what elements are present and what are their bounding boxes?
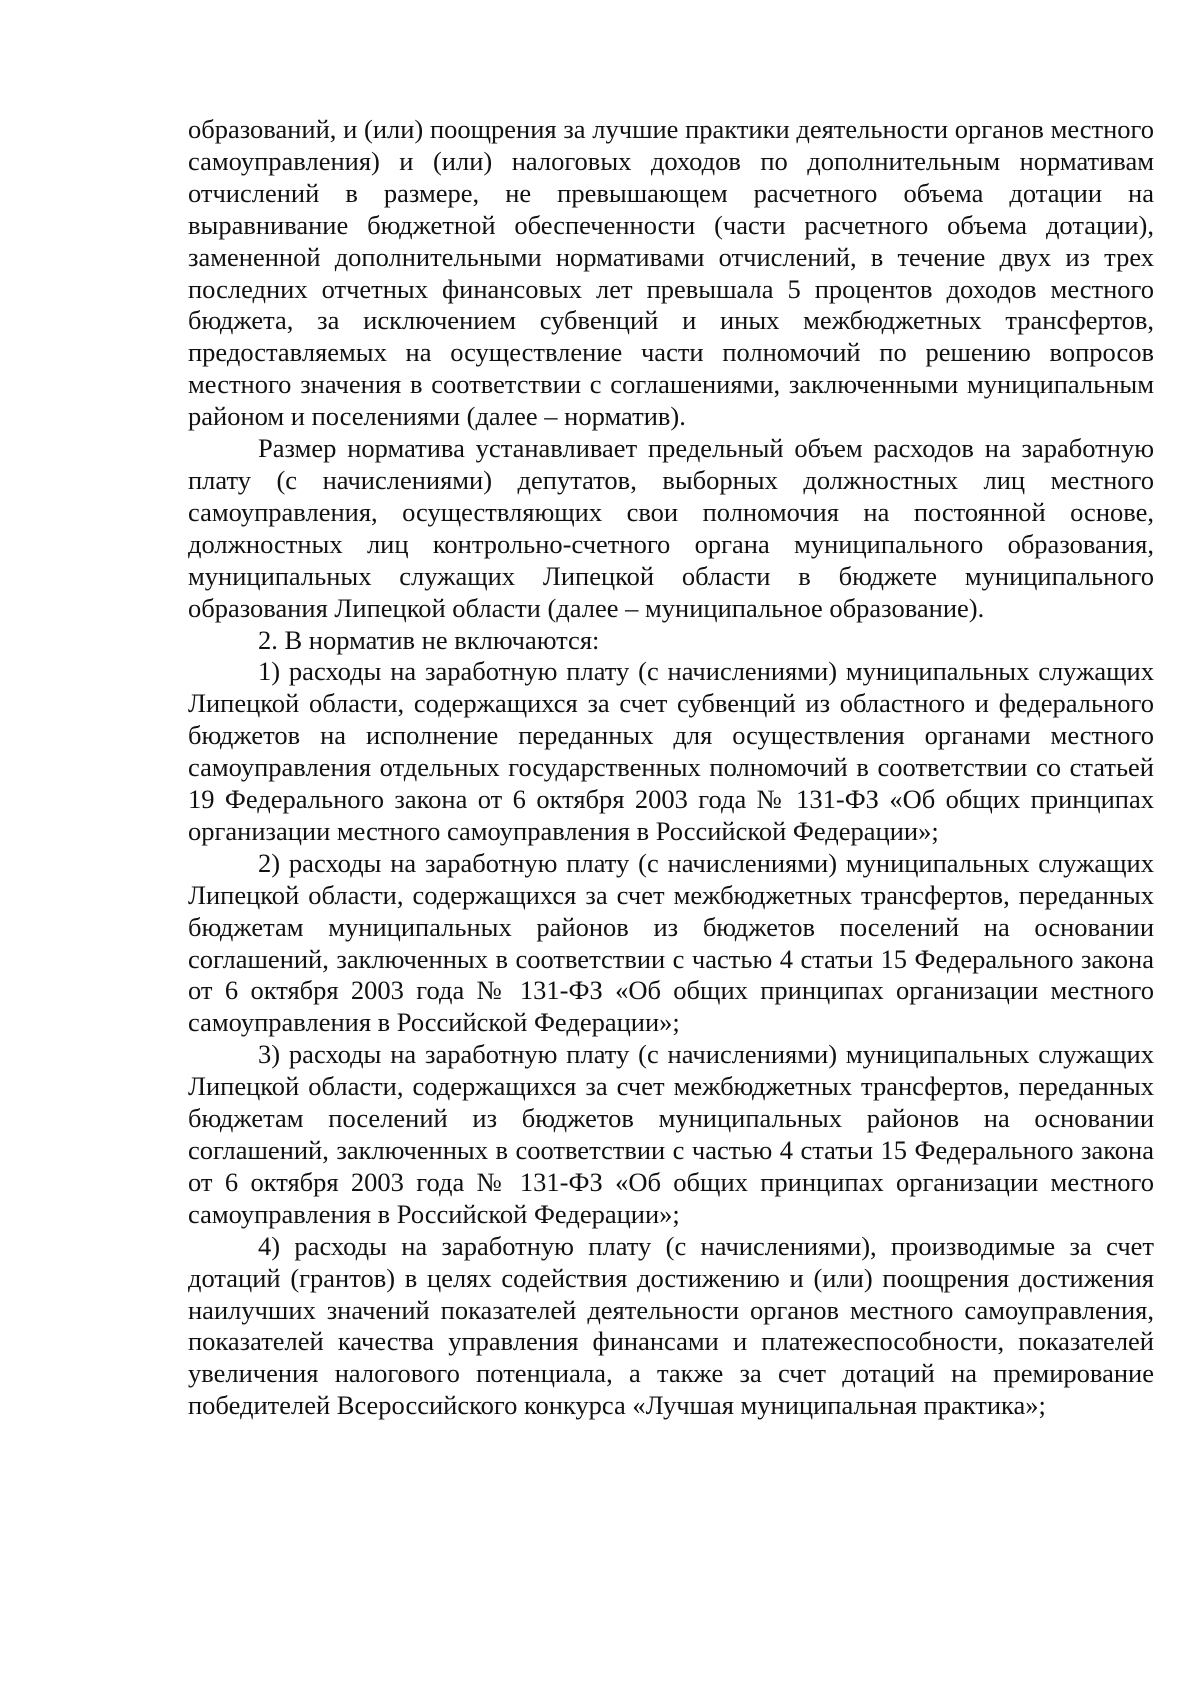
list-item-4: 4) расходы на заработную плату (с начислениями), производимые за счет дотаций (грантов) в целях содействия достижению и (или) поощрения достижения наилучших значений показателей деятельности органов местного самоуправления, показателей качества управления финансами и платежеспособности, показателей увеличения налогового потенциала, а также за счет дотаций на премирование победителей Всероссийского конкурса «Лучшая муниципальная практика»; [188,1230,1154,1421]
list-item-1: 1) расходы на заработную плату (с начислениями) муниципальных служащих Липецкой области, содержащихся за счет субвенций из областного и федерального бюджетов на исполнение переданных для осуществления органами местного самоуправления отдельных государственных полномочий в соответствии со статьей 19 Федерального закона от 6 октября 2003 года № 131-ФЗ «Об общих принципах организации местного самоуправления в Российской Федерации»; [188,656,1154,846]
list-item-2: 2) расходы на заработную плату (с начислениями) муниципальных служащих Липецкой области, содержащихся за счет межбюджетных трансфертов, переданных бюджетам муниципальных районов из бюджетов поселений на основании соглашений, заключенных в соответствии с частью 4 статьи 15 Федерального закона от 6 октября 2003 года № 131-ФЗ «Об общих принципах организации местного самоуправления в Российской Федерации»; [188,847,1154,1038]
list-item-3: 3) расходы на заработную плату (с начислениями) муниципальных служащих Липецкой области, содержащихся за счет межбюджетных трансфертов, переданных бюджетам поселений из бюджетов муниципальных районов на основании соглашений, заключенных в соответствии с частью 4 статьи 15 Федерального закона от 6 октября 2003 года № 131-ФЗ «Об общих принципах организации местного самоуправления в Российской Федерации»; [188,1039,1154,1229]
document-page [188,114,1154,1422]
paragraph-continuation: образований, и (или) поощрения за лучшие практики деятельности органов местного самоуправления) и (или) налоговых доходов по дополнительным нормативам отчислений в размере, не превышающем расчетного объема дотации на выравнивание бюджетной обеспеченности (части расчетного объема дотации), замененной дополнительными нормативами отчислений, в течение двух из трех последних отчетных финансовых лет превышала 5 процентов доходов местного бюджета, за исключением субвенций и иных межбюджетных трансфертов, предоставляемых на осуществление части полномочий по решению вопросов местного значения в соответствии с соглашениями, заключенными муниципальным районом и поселениями (далее – норматив). [188,114,1154,432]
paragraph-section-2-heading: 2. В норматив не включаются: [258,624,600,655]
paragraph-norm-size: Размер норматива устанавливает предельный объем расходов на заработную плату (с начислениями) депутатов, выборных должностных лиц местного самоуправления, осуществляющих свои полномочия на постоянной основе, должностных лиц контрольно-счетного органа муниципального образования, муниципальных служащих Липецкой области в бюджете муниципального образования Липецкой области (далее – муниципальное образование). [188,433,1154,623]
